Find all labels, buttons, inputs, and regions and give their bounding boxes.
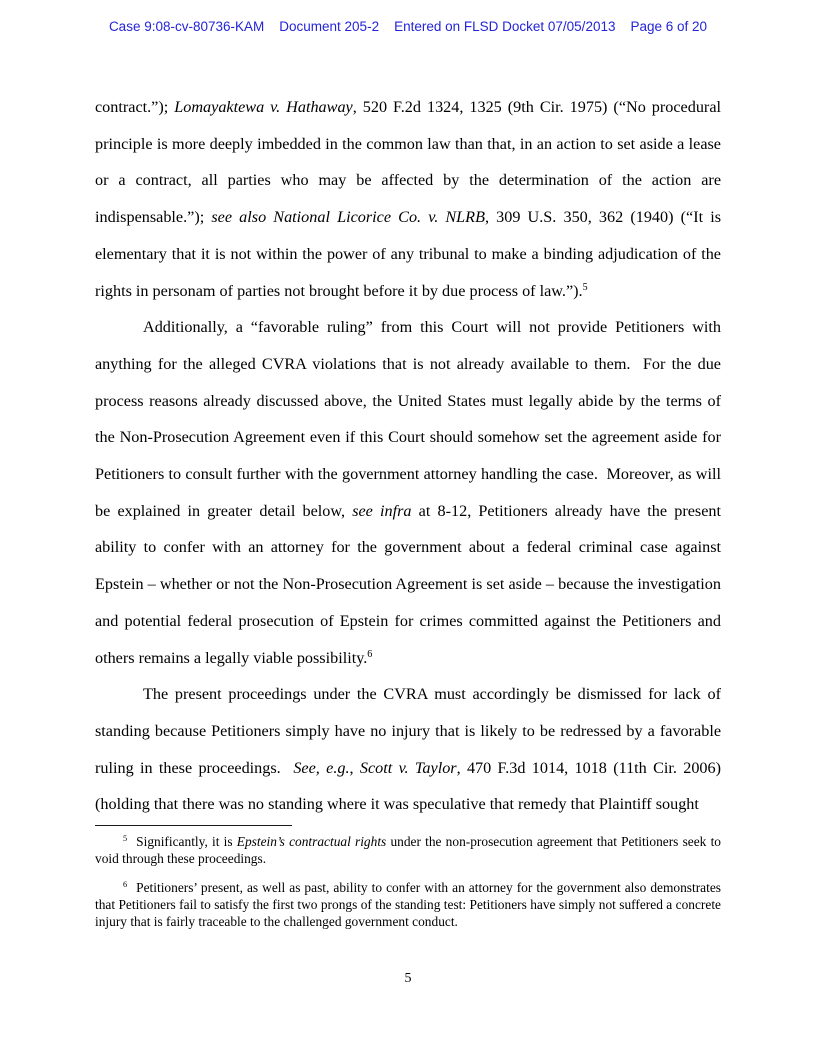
document-body [95, 89, 721, 823]
page-number: 5 [404, 971, 412, 986]
docket-header [0, 19, 816, 34]
docket-header-page: Page 6 of 20 [630, 19, 708, 34]
footnote-separator [95, 825, 292, 826]
docket-header-case: Case 9:08-cv-80736-KAM [108, 19, 265, 34]
body-paragraph-3: The present proceedings under the CVRA must accordingly be dismissed for lack of standing because Petitioners simply have no injury that is likely to be redressed by a favorable ruling in these proceedings. See, e.g., Scott v. Taylor, 470 F.3d 1014, 1018 (11th Cir. 2006) (holding that there was no standing where it was speculative that remedy that Plaintiff sought [95, 685, 721, 814]
body-paragraph-2: Additionally, a “favorable ruling” from this Court will not provide Petitioners with anything for the alleged CVRA violations that is not already available to them. For the due process reasons already discussed above, the United States must legally abide by the terms of the Non-Prosecution Agreement even if this Court should somehow set the agreement aside for Petitioners to consult further with the government attorney handling the case. Moreover, as will be explained in greater detail below, see infra at 8-12, Petitioners already have the present ability to confer with an attorney for the government about a federal criminal case against Epstein – whether or not the Non-Prosecution Agreement is set aside – because the investigation and potential federal prosecution of Epstein for crimes committed against the Petitioners and others remains a legally viable possibility.$^6$ [95, 318, 721, 667]
footnote-6: $^6$ Petitioners’ present, as well as past, ability to confer with an attorney for the government also demonstrates that Petitioners fail to satisfy the first two prongs of the standing test: Petitioners have simply not suffered a concrete injury that is fairly traceable to the challenged government conduct. [95, 879, 721, 930]
footnote-5: $^5$ Significantly, it is Epstein’s contractual rights under the non-prosecution agreement that Petitioners seek to void through these proceedings. [95, 834, 721, 867]
body-paragraph-1: contract.”); Lomayaktewa v. Hathaway, 520 F.2d 1324, 1325 (9th Cir. 1975) (“No procedural principle is more deeply imbedded in the common law than that, in an action to set aside a lease or a contract, all parties who may be affected by the determination of the action are indispensable.”); see also National Licorice Co. v. NLRB, 309 U.S. 350, 362 (1940) (“It is elementary that it is not within the power of any tribunal to make a binding adjudication of the rights in personam of parties not brought before it by due process of law.”).$^5$ [95, 98, 722, 300]
footnotes-section [95, 833, 721, 930]
docket-header-document: Document 205-2 [279, 19, 380, 34]
docket-header-entered: Entered on FLSD Docket 07/05/2013 [394, 19, 616, 34]
